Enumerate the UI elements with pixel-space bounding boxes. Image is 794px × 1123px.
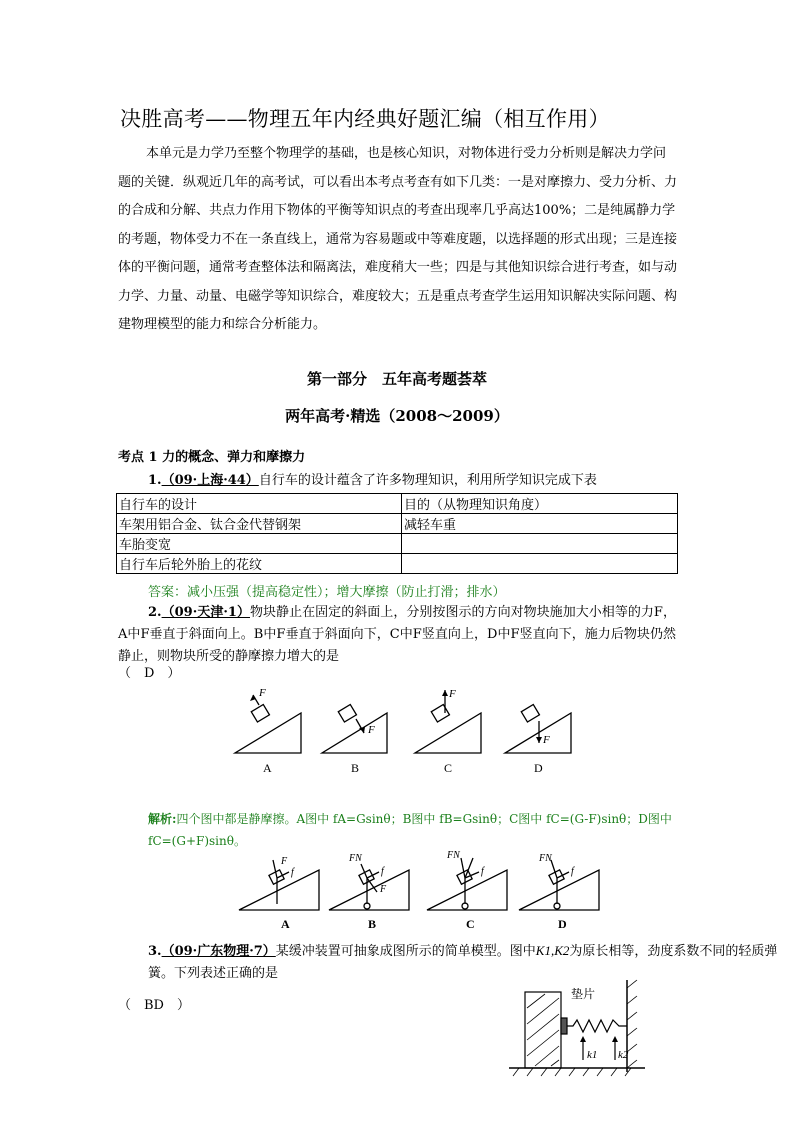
- figure-label-d: D: [558, 917, 567, 931]
- arrowhead-icon: [580, 1036, 586, 1042]
- q2-analysis: [148, 808, 678, 852]
- force-label: F: [380, 884, 387, 895]
- incline-a: [235, 713, 301, 753]
- figure-label-c: C: [466, 917, 475, 931]
- block-d: [521, 705, 539, 722]
- table-cell: [402, 534, 678, 554]
- question-number: 2.: [148, 605, 162, 620]
- q1-answer: 答案：减小压强（提高稳定性）；增大摩擦（防止打滑；排水）: [148, 585, 506, 600]
- question-number: 3.: [148, 944, 162, 959]
- table-row: [117, 494, 678, 514]
- force-analysis-figure: [237, 848, 602, 932]
- incline-b: [322, 713, 387, 753]
- question-2: [118, 602, 676, 668]
- figure-label-b: B: [368, 917, 377, 931]
- analysis-text: 四个图中都是静摩擦。A图中 fA=Gsinθ；B图中 fB=Gsinθ；C图中 fC=(G-F)sinθ；D图中 fC=(G+F)sinθ。: [148, 812, 672, 848]
- friction-label: f: [291, 867, 294, 878]
- section-heading: 两年高考·精选（2008～2009）: [285, 407, 509, 425]
- arrowhead-icon: [536, 737, 542, 743]
- normal-label: FN: [349, 853, 362, 864]
- question-text: 为原长相等，劲度系数不同的轻质弹簧。下列表述正确的是: [148, 944, 778, 981]
- force-label: F: [449, 688, 456, 700]
- question-3: [148, 940, 794, 985]
- force-arrow: [273, 860, 277, 878]
- figure-label-a: A: [281, 917, 290, 931]
- force-label: F: [368, 724, 375, 736]
- incline-force-figure: [225, 685, 585, 780]
- question-number: 1.: [148, 473, 162, 488]
- intro-paragraph: 本单元是力学乃至整个物理学的基础，也是核心知识，对物体进行受力分析则是解决力学问题的关键．纵观近几年的高考试，可以看出本考点考查有如下几类：一是对摩擦力、受力分析、力的合成和分解、共点力作用下物体的平衡等知识点的考查出现率几乎高达100%；二是纯属静力学的考题，物体受力不在一条直线上，通常为容易题或中等难度题，以选择题的形式出现；三是连接体的平衡问题，通常考查整体法和隔离法，难度稍大一些；四是与其他知识综合进行考查，如与动力学、力量、动量、电磁学等知识综合，难度较大；五是重点考查学生运用知识解决实际问题、构建物理模型的能力和综合分析能力。: [118, 146, 678, 332]
- normal-arrow: [461, 858, 465, 878]
- buffer-device-figure: [505, 968, 675, 1078]
- friction-label: f: [381, 866, 384, 877]
- figure-label-a: A: [263, 761, 272, 775]
- block-b: [338, 705, 356, 722]
- pad: [561, 1018, 567, 1034]
- spring-symbols: K1,K2: [535, 943, 570, 958]
- force-label: F: [281, 856, 288, 867]
- q2-answer: （ D ）: [118, 666, 181, 681]
- incline-c: [415, 713, 481, 753]
- friction-label: f: [571, 866, 574, 877]
- spring: [567, 1020, 627, 1032]
- block-c: [431, 705, 449, 722]
- arrowhead-icon: [612, 1036, 618, 1042]
- table-cell: 车胎变宽: [117, 534, 402, 554]
- table-row: [117, 514, 678, 534]
- table-row: [117, 534, 678, 554]
- question-source: （09·天津·1）: [161, 605, 250, 620]
- arrowhead-icon: [442, 690, 448, 696]
- table-cell: 自行车的设计: [117, 494, 402, 514]
- k1-label: k1: [587, 1049, 598, 1061]
- incline-d: [505, 713, 571, 753]
- page-title: 决胜高考——物理五年内经典好题汇编（相互作用）: [120, 107, 610, 131]
- q3-answer: （ BD ）: [118, 998, 190, 1013]
- figure-label-c: C: [444, 761, 453, 775]
- incline-a2: [239, 870, 319, 910]
- analysis-label: 解析:: [148, 812, 177, 826]
- figure-label-b: B: [351, 761, 360, 775]
- question-1: [148, 470, 597, 492]
- table-cell: 自行车后轮外胎上的花纹: [117, 554, 402, 574]
- k2-label: k2: [618, 1049, 629, 1061]
- table-row: [117, 554, 678, 574]
- question-source: （09·广东物理·7）: [161, 944, 276, 959]
- table-cell: 目的（从物理知识角度）: [402, 494, 678, 514]
- question-source: （09·上海·44）: [161, 473, 259, 488]
- force-label: F: [543, 734, 550, 746]
- table-cell: 减轻车重: [402, 514, 678, 534]
- normal-label: FN: [447, 850, 460, 861]
- force-label: F: [259, 687, 266, 699]
- question-text: 物块静止在固定的斜面上，分别按图示的方向对物块施加大小相等的力F，A中F垂直于斜面向上。B中F垂直于斜面向下，C中F竖直向上，D中F竖直向下，施力后物块仍然静止，则物块所受的静摩擦力增大的是: [118, 605, 676, 664]
- part-heading: 第一部分 五年高考题荟萃: [306, 370, 487, 388]
- question-text: 某缓冲装置可抽象成图所示的简单模型。图中: [275, 944, 536, 959]
- normal-arrow: [551, 860, 557, 878]
- figure-label-d: D: [534, 761, 543, 775]
- bike-design-table: [116, 493, 678, 574]
- topic-heading: 考点 1 力的概念、弹力和摩擦力: [118, 450, 306, 465]
- arrowhead-icon: [250, 695, 256, 701]
- normal-label: FN: [539, 853, 552, 864]
- table-cell: [402, 554, 678, 574]
- pad-label: 垫片: [571, 987, 596, 1001]
- friction-label: f: [481, 866, 484, 877]
- table-cell: 车架用铝合金、钛合金代替钢架: [117, 514, 402, 534]
- block-a: [251, 705, 269, 722]
- question-text: 自行车的设计蕴含了许多物理知识，利用所学知识完成下表: [258, 473, 597, 488]
- moving-block: [525, 992, 561, 1068]
